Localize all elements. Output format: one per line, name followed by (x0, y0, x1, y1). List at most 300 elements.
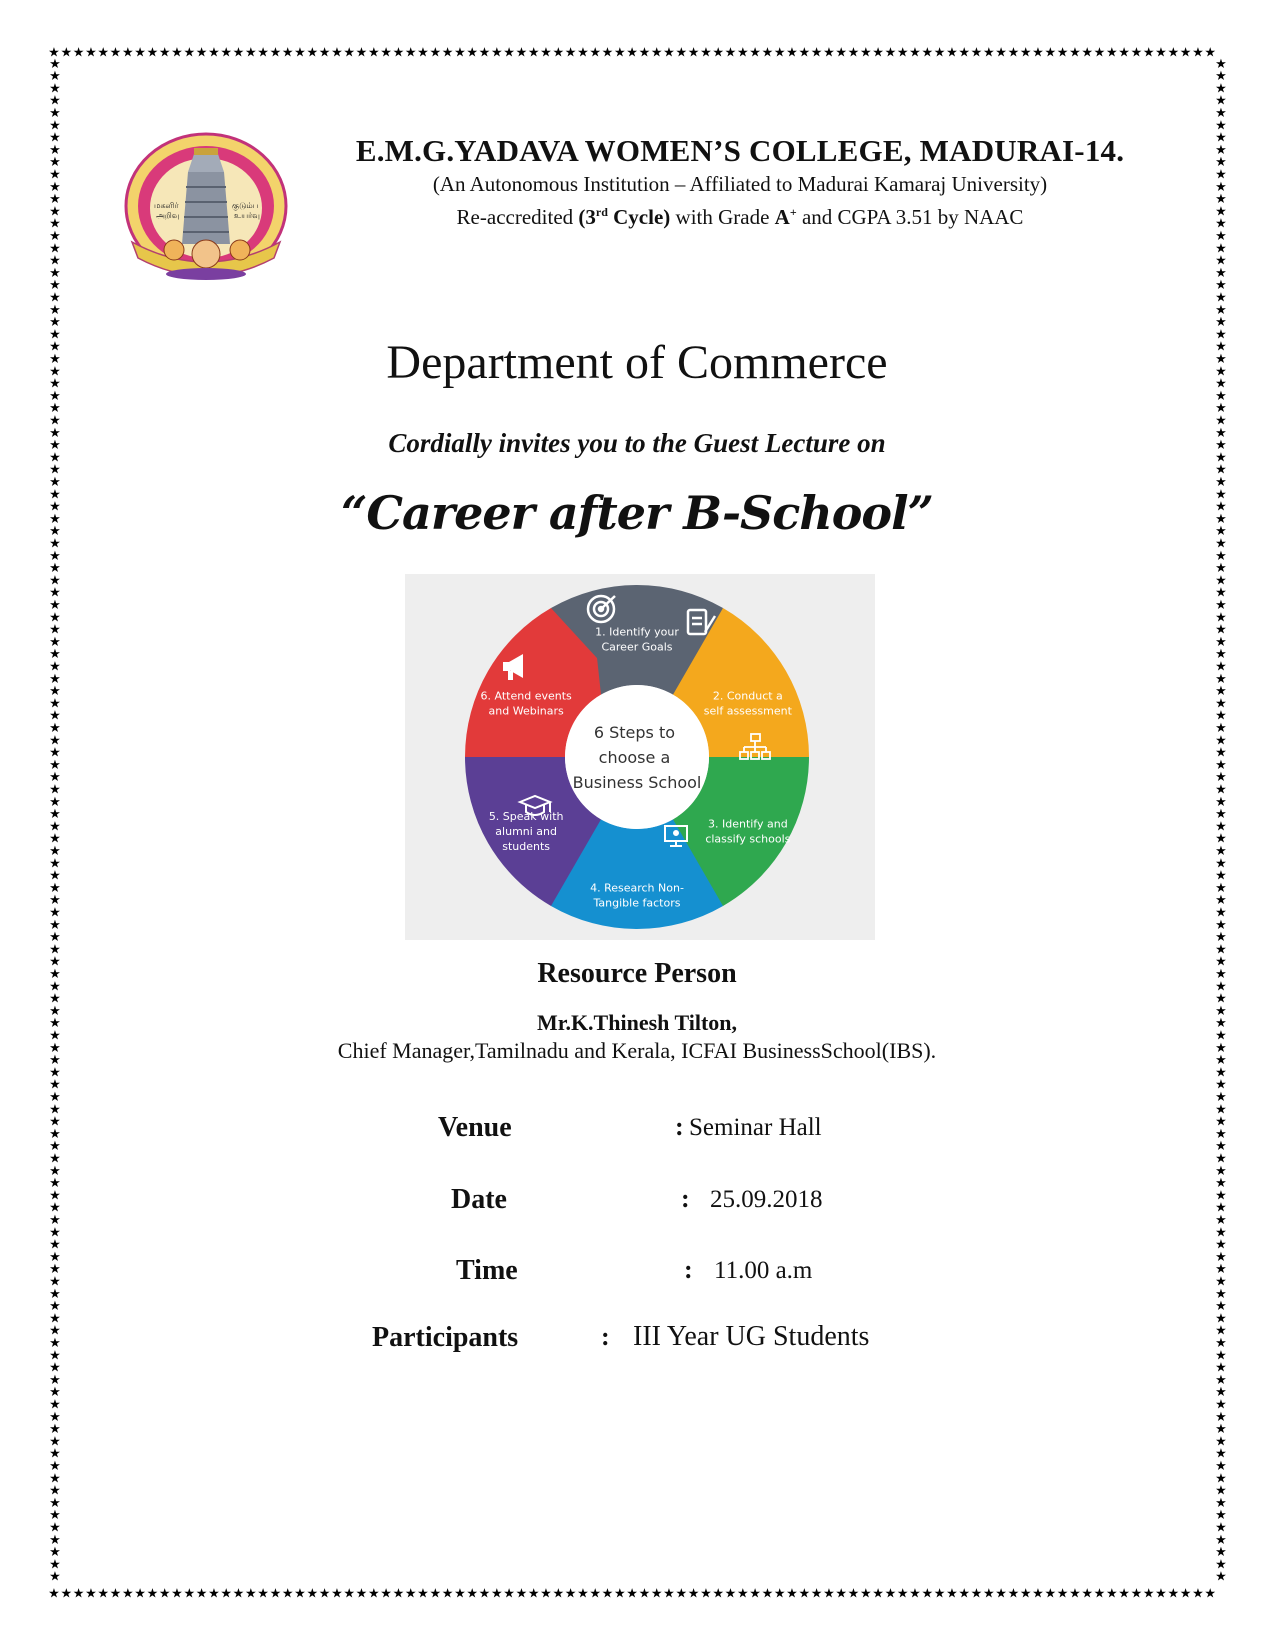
border-star: ★ (183, 1586, 196, 1601)
border-star: ★ (1215, 991, 1227, 1007)
border-star: ★ (49, 721, 61, 736)
border-star: ★ (1215, 548, 1227, 564)
border-star: ★ (1215, 524, 1227, 540)
border-star: ★ (552, 46, 565, 61)
venue-label: Venue (438, 1112, 512, 1143)
border-star: ★ (1215, 327, 1227, 343)
border-star: ★ (49, 610, 61, 626)
border-star: ★ (810, 1586, 823, 1601)
border-star: ★ (687, 1586, 700, 1601)
border-star: ★ (1215, 1102, 1227, 1118)
step-label-2: 2. Conduct a self assessment (703, 689, 792, 718)
border-star: ★ (49, 155, 61, 171)
border-star: ★ (1215, 659, 1227, 675)
border-star: ★ (343, 1586, 356, 1601)
border-star: ★ (1215, 1323, 1227, 1339)
border-star: ★ (1215, 315, 1227, 331)
border-star: ★ (49, 1360, 61, 1376)
border-star: ★ (1204, 46, 1217, 61)
border-star: ★ (638, 1586, 651, 1601)
border-star: ★ (208, 46, 220, 61)
border-star: ★ (1215, 241, 1227, 257)
border-star: ★ (1215, 1139, 1227, 1155)
border-star: ★ (1167, 46, 1180, 61)
border-star: ★ (49, 475, 61, 490)
border-star: ★ (355, 46, 368, 61)
border-star: ★ (48, 1586, 60, 1601)
border-star: ★ (257, 1586, 269, 1601)
border-star: ★ (1215, 155, 1227, 171)
border-star: ★ (49, 511, 61, 527)
border-star: ★ (49, 585, 61, 601)
border-star: ★ (49, 1409, 61, 1425)
border-star: ★ (121, 46, 134, 61)
border-star: ★ (49, 1483, 61, 1499)
border-star: ★ (49, 1459, 61, 1474)
border-star: ★ (1215, 130, 1227, 146)
border-star: ★ (49, 696, 61, 712)
border-star: ★ (1215, 831, 1227, 847)
border-star: ★ (1215, 1114, 1227, 1130)
border-star: ★ (1118, 46, 1130, 61)
border-star: ★ (1179, 46, 1192, 61)
border-star: ★ (1142, 1586, 1155, 1601)
border-star: ★ (232, 46, 245, 61)
border-star: ★ (121, 1586, 134, 1601)
border-star: ★ (49, 536, 61, 552)
border-star: ★ (183, 46, 196, 61)
border-star: ★ (1215, 1508, 1227, 1524)
border-star: ★ (1215, 794, 1227, 810)
participants-colon: : (601, 1322, 610, 1351)
border-star: ★ (577, 46, 589, 61)
border-star: ★ (970, 1586, 983, 1601)
border-star: ★ (1093, 1586, 1106, 1601)
border-star: ★ (49, 487, 61, 503)
border-star: ★ (49, 1385, 61, 1401)
border-star: ★ (1215, 1200, 1227, 1216)
border-star: ★ (49, 770, 61, 786)
border-star: ★ (49, 1397, 61, 1413)
border-star: ★ (1204, 1586, 1217, 1601)
border-star: ★ (429, 46, 442, 61)
resource-person-title: Resource Person (537, 958, 737, 989)
border-star: ★ (1215, 1274, 1227, 1290)
border-star: ★ (49, 1508, 61, 1524)
border-star: ★ (49, 634, 61, 650)
border-star: ★ (318, 46, 331, 61)
border-star: ★ (49, 856, 61, 872)
border-star: ★ (872, 1586, 884, 1601)
border-star: ★ (810, 46, 823, 61)
border-star: ★ (1215, 733, 1227, 749)
border-star: ★ (60, 1586, 73, 1601)
border-star: ★ (1215, 1360, 1227, 1376)
border-star: ★ (466, 1586, 479, 1601)
border-star: ★ (49, 647, 61, 663)
border-star: ★ (109, 46, 122, 61)
border-star: ★ (367, 46, 380, 61)
border-star: ★ (613, 1586, 626, 1601)
border-star: ★ (1215, 757, 1227, 773)
border-star: ★ (1192, 1586, 1204, 1601)
border-star: ★ (1215, 438, 1227, 454)
border-star: ★ (1215, 1262, 1227, 1278)
border-star: ★ (49, 1434, 61, 1450)
border-star: ★ (1215, 1520, 1227, 1536)
border-star: ★ (85, 46, 97, 61)
border-star: ★ (1155, 46, 1167, 61)
border-star: ★ (49, 1299, 61, 1315)
border-star: ★ (49, 69, 61, 85)
border-star: ★ (49, 967, 61, 982)
border-star: ★ (49, 499, 61, 515)
border-star: ★ (1215, 647, 1227, 663)
border-star: ★ (847, 1586, 860, 1601)
border-star: ★ (49, 1200, 61, 1216)
center-text-line-1: 6 Steps to (593, 723, 676, 742)
step-label-3: 3. Identify and classify schools (705, 817, 791, 846)
border-star: ★ (1215, 1545, 1227, 1561)
border-star: ★ (97, 1586, 110, 1601)
border-star: ★ (380, 1586, 392, 1601)
border-star: ★ (1215, 1225, 1227, 1241)
border-star: ★ (257, 46, 269, 61)
border-star: ★ (1215, 142, 1227, 158)
border-star: ★ (921, 1586, 934, 1601)
border-star: ★ (1215, 216, 1227, 232)
border-star: ★ (958, 1586, 971, 1601)
border-star: ★ (49, 1188, 61, 1204)
border-star: ★ (49, 819, 61, 835)
border-star: ★ (49, 659, 61, 675)
border-star: ★ (1215, 1090, 1227, 1105)
college-name: E.M.G.YADAVA WOMEN’S COLLEGE, MADURAI-14. (355, 133, 1125, 168)
border-star: ★ (982, 1586, 995, 1601)
border-star: ★ (1215, 1163, 1227, 1179)
border-star: ★ (146, 46, 159, 61)
border-star: ★ (441, 1586, 454, 1601)
border-star: ★ (49, 598, 61, 613)
border-star: ★ (49, 1249, 61, 1265)
border-star: ★ (712, 46, 725, 61)
border-star: ★ (49, 1471, 61, 1487)
border-star: ★ (1215, 770, 1227, 786)
border-star: ★ (134, 46, 146, 61)
border-star: ★ (540, 1586, 552, 1601)
border-star: ★ (515, 46, 528, 61)
border-star: ★ (1215, 388, 1227, 404)
border-star: ★ (49, 1422, 61, 1438)
border-star: ★ (626, 46, 638, 61)
border-star: ★ (1215, 1409, 1227, 1425)
border-star: ★ (552, 1586, 565, 1601)
border-star: ★ (49, 930, 61, 946)
border-star: ★ (1215, 339, 1227, 355)
border-star: ★ (515, 1586, 528, 1601)
time-value: 11.00 a.m (714, 1257, 813, 1284)
border-star: ★ (1215, 868, 1227, 884)
border-star: ★ (1032, 1586, 1044, 1601)
border-star: ★ (49, 290, 61, 306)
border-star: ★ (1215, 819, 1227, 835)
border-star: ★ (1215, 179, 1227, 195)
border-star: ★ (736, 46, 749, 61)
border-star: ★ (835, 46, 848, 61)
border-star: ★ (49, 352, 61, 367)
border-star: ★ (454, 1586, 466, 1601)
border-star: ★ (294, 1586, 306, 1601)
border-star: ★ (724, 1586, 737, 1601)
border-star: ★ (1215, 1495, 1227, 1511)
border-star: ★ (49, 462, 61, 478)
border-star: ★ (49, 979, 61, 995)
border-star: ★ (1215, 1459, 1227, 1474)
border-star: ★ (49, 1213, 61, 1228)
border-star: ★ (1215, 696, 1227, 712)
border-star: ★ (1056, 1586, 1069, 1601)
border-star: ★ (1215, 893, 1227, 909)
border-star: ★ (1215, 930, 1227, 946)
border-star: ★ (1215, 376, 1227, 392)
border-star: ★ (761, 46, 774, 61)
border-star: ★ (244, 1586, 257, 1601)
step-label-1: 1. Identify your Career Goals (595, 625, 679, 654)
border-star: ★ (49, 844, 61, 859)
border-star: ★ (909, 1586, 921, 1601)
border-star: ★ (49, 524, 61, 540)
border-star: ★ (773, 1586, 786, 1601)
border-star: ★ (1215, 1016, 1227, 1032)
college-header (300, 132, 1180, 231)
border-star: ★ (749, 46, 761, 61)
center-text-line-2: choose a (598, 748, 671, 767)
border-star: ★ (49, 106, 61, 121)
border-star: ★ (1215, 278, 1227, 294)
border-star: ★ (1215, 979, 1227, 995)
border-star: ★ (1167, 1586, 1180, 1601)
border-star: ★ (49, 1077, 61, 1093)
border-star: ★ (1215, 93, 1227, 109)
border-star: ★ (626, 1586, 638, 1601)
border-star: ★ (896, 46, 909, 61)
border-star: ★ (1215, 364, 1227, 380)
border-star: ★ (417, 46, 429, 61)
border-star: ★ (49, 1569, 61, 1585)
border-star: ★ (1215, 167, 1227, 183)
six-steps-diagram (405, 574, 875, 940)
border-star: ★ (1215, 1311, 1227, 1327)
border-star: ★ (1215, 1028, 1227, 1044)
border-star: ★ (343, 46, 356, 61)
border-star: ★ (1215, 1176, 1227, 1192)
border-star: ★ (331, 1586, 343, 1601)
border-star: ★ (1215, 413, 1227, 429)
border-star: ★ (958, 46, 971, 61)
border-star: ★ (49, 745, 61, 761)
border-star: ★ (1215, 1040, 1227, 1056)
border-star: ★ (49, 794, 61, 810)
resource-person-name: Mr.K.Thinesh Tilton, (536, 1010, 738, 1035)
border-star: ★ (1142, 46, 1155, 61)
border-star: ★ (49, 81, 61, 97)
border-star: ★ (712, 1586, 725, 1601)
border-star: ★ (220, 1586, 233, 1601)
border-star: ★ (1093, 46, 1106, 61)
border-star: ★ (847, 46, 860, 61)
border-star: ★ (49, 1176, 61, 1192)
border-star: ★ (1215, 511, 1227, 527)
border-star: ★ (49, 192, 61, 208)
border-star: ★ (49, 1323, 61, 1339)
border-star: ★ (1215, 1286, 1227, 1302)
border-star: ★ (48, 46, 60, 61)
border-star: ★ (306, 46, 319, 61)
venue-value: Seminar Hall (689, 1114, 822, 1141)
border-star: ★ (1215, 1471, 1227, 1487)
border-star: ★ (1215, 598, 1227, 613)
border-star: ★ (49, 807, 61, 823)
border-star: ★ (1215, 204, 1227, 220)
border-star: ★ (798, 46, 811, 61)
border-star: ★ (650, 1586, 663, 1601)
border-star: ★ (49, 1016, 61, 1032)
border-star: ★ (220, 46, 233, 61)
border-star: ★ (933, 46, 946, 61)
border-star: ★ (1069, 46, 1081, 61)
border-star: ★ (49, 327, 61, 343)
border-star: ★ (613, 46, 626, 61)
border-star: ★ (1155, 1586, 1167, 1601)
border-star: ★ (1215, 1188, 1227, 1204)
border-star: ★ (1215, 56, 1227, 72)
border-star: ★ (1056, 46, 1069, 61)
border-star: ★ (171, 1586, 183, 1601)
emblem-left-text: மகளிர் (154, 201, 179, 210)
border-star: ★ (1215, 585, 1227, 601)
border-star: ★ (49, 1040, 61, 1056)
date-label: Date (451, 1184, 507, 1215)
border-star: ★ (1192, 46, 1204, 61)
border-star: ★ (835, 1586, 848, 1601)
border-star: ★ (921, 46, 934, 61)
border-star: ★ (49, 1003, 61, 1019)
border-star: ★ (392, 1586, 405, 1601)
border-star: ★ (1215, 634, 1227, 650)
border-star: ★ (158, 1586, 171, 1601)
border-star: ★ (1215, 1237, 1227, 1253)
border-star: ★ (1215, 1249, 1227, 1265)
border-star: ★ (49, 93, 61, 109)
border-star: ★ (1215, 118, 1227, 134)
border-star: ★ (1215, 1065, 1227, 1081)
border-star: ★ (1215, 192, 1227, 208)
border-star: ★ (1215, 561, 1227, 577)
border-star: ★ (675, 46, 688, 61)
border-star: ★ (306, 1586, 319, 1601)
border-star: ★ (724, 46, 737, 61)
border-star: ★ (823, 1586, 835, 1601)
border-star: ★ (1105, 46, 1118, 61)
border-star: ★ (392, 46, 405, 61)
border-star: ★ (1118, 1586, 1130, 1601)
border-star: ★ (859, 46, 872, 61)
border-star: ★ (49, 1114, 61, 1130)
border-star: ★ (663, 46, 675, 61)
time-colon: : (684, 1255, 693, 1284)
border-star: ★ (49, 1053, 61, 1069)
border-star: ★ (281, 46, 294, 61)
border-star: ★ (466, 46, 479, 61)
border-star: ★ (1215, 81, 1227, 97)
border-star: ★ (49, 265, 61, 281)
border-star: ★ (134, 1586, 146, 1601)
time-label: Time (456, 1255, 518, 1286)
border-star: ★ (49, 733, 61, 749)
border-star: ★ (1215, 106, 1227, 121)
border-star: ★ (195, 46, 208, 61)
border-star: ★ (1215, 807, 1227, 823)
border-star: ★ (1215, 1299, 1227, 1315)
border-star: ★ (1215, 229, 1227, 244)
border-star: ★ (49, 1286, 61, 1302)
border-star: ★ (49, 339, 61, 355)
border-star: ★ (478, 46, 491, 61)
border-star: ★ (1215, 1446, 1227, 1462)
border-star: ★ (158, 46, 171, 61)
border-star: ★ (49, 401, 61, 417)
border-star: ★ (454, 46, 466, 61)
border-star: ★ (1105, 1586, 1118, 1601)
border-star: ★ (1215, 844, 1227, 859)
border-star: ★ (1215, 352, 1227, 367)
border-star: ★ (367, 1586, 380, 1601)
border-star: ★ (49, 1520, 61, 1536)
border-star: ★ (49, 130, 61, 146)
border-star: ★ (700, 1586, 712, 1601)
border-star: ★ (1215, 475, 1227, 490)
border-star: ★ (49, 991, 61, 1007)
border-star: ★ (1215, 1557, 1227, 1573)
border-star: ★ (1069, 1586, 1081, 1601)
border-star: ★ (355, 1586, 368, 1601)
border-star: ★ (1215, 1053, 1227, 1069)
border-star: ★ (380, 46, 392, 61)
border-star: ★ (49, 622, 61, 638)
border-star: ★ (49, 253, 61, 269)
border-star: ★ (49, 905, 61, 921)
border-star: ★ (49, 388, 61, 404)
border-star: ★ (208, 1586, 220, 1601)
border-star: ★ (49, 179, 61, 195)
border-star: ★ (1007, 46, 1020, 61)
border-star: ★ (859, 1586, 872, 1601)
border-star: ★ (872, 46, 884, 61)
border-star: ★ (1130, 1586, 1143, 1601)
invitation-text: Cordially invites you to the Guest Lecture on (388, 428, 886, 458)
border-star: ★ (577, 1586, 589, 1601)
border-star: ★ (195, 1586, 208, 1601)
border-star: ★ (1215, 290, 1227, 306)
border-star: ★ (1215, 462, 1227, 478)
border-star: ★ (687, 46, 700, 61)
border-star: ★ (269, 46, 282, 61)
border-star: ★ (1215, 721, 1227, 736)
border-star: ★ (49, 561, 61, 577)
border-star: ★ (49, 450, 61, 466)
border-star: ★ (638, 46, 651, 61)
border-star: ★ (1215, 967, 1227, 982)
